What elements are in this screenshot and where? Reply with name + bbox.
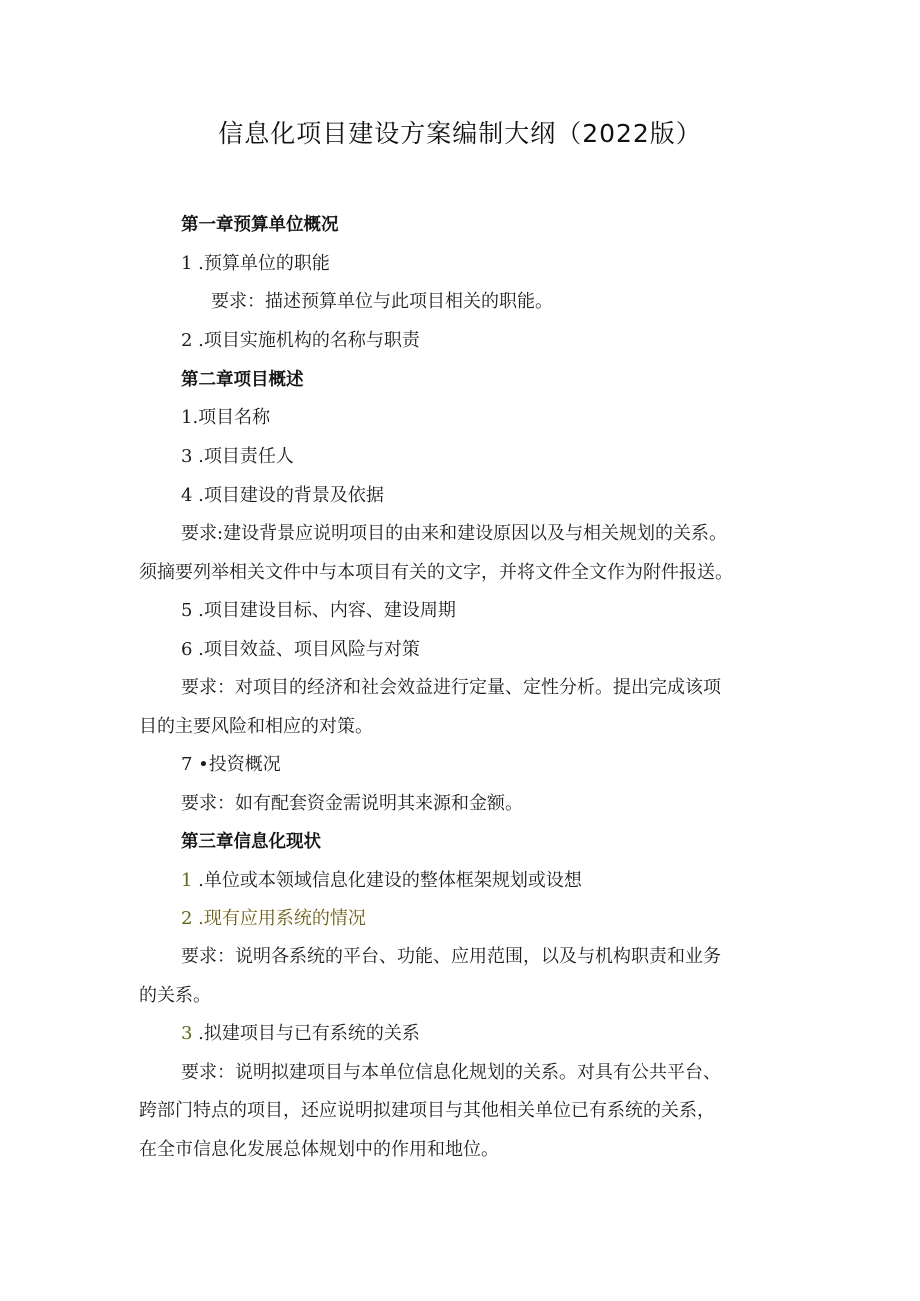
item-2-6: 6 .项目效益、项目风险与对策	[181, 639, 420, 660]
item-3-1	[181, 869, 582, 893]
requirement-1-1: 要求：描述预算单位与此项目相关的职能。	[211, 291, 553, 312]
item-3-2-text: .现有应用系统的情况	[192, 908, 366, 929]
item-3-3	[181, 1022, 420, 1046]
chapter-3-heading: 第三章信息化现状	[181, 832, 321, 852]
item-2-1: 1.项目名称	[181, 407, 271, 428]
requirement-3-3-line-3: 在全市信息化发展总体规划中的作用和地位。	[139, 1139, 499, 1160]
item-1-1: 1 .预算单位的职能	[181, 253, 330, 274]
requirement-2-4-line-2: 须摘要列举相关文件中与本项目有关的文字，并将文件全文作为附件报送。	[139, 562, 733, 583]
item-3-1-number: 1	[181, 870, 193, 891]
item-3-1-text: .单位或本领域信息化建设的整体框架规划或设想	[192, 870, 582, 891]
item-2-5: 5 .项目建设目标、内容、建设周期	[181, 600, 456, 621]
requirement-2-4-line-1: 要求:建设背景应说明项目的由来和建设原因以及与相关规划的关系。	[181, 523, 728, 544]
requirement-3-2-line-2: 的关系。	[139, 985, 211, 1006]
item-3-2	[181, 907, 366, 931]
item-3-2-number: 2	[181, 908, 193, 929]
requirement-3-2-line-1: 要求：说明各系统的平台、功能、应用范围，以及与机构职责和业务	[181, 946, 721, 967]
requirement-2-6-line-2: 目的主要风险和相应的对策。	[139, 716, 373, 737]
item-2-4: 4 .项目建设的背景及依据	[181, 485, 384, 506]
item-1-2: 2 .项目实施机构的名称与职责	[181, 330, 420, 351]
requirement-3-3-line-1: 要求：说明拟建项目与本单位信息化规划的关系。对具有公共平台、	[181, 1062, 721, 1083]
requirement-2-6-line-1: 要求：对项目的经济和社会效益进行定量、定性分析。提出完成该项	[181, 677, 721, 698]
chapter-2-heading: 第二章项目概述	[181, 370, 304, 390]
requirement-3-3-line-2: 跨部门特点的项目，还应说明拟建项目与其他相关单位已有系统的关系，	[139, 1100, 715, 1121]
item-3-3-text: .拟建项目与已有系统的关系	[192, 1023, 420, 1044]
document-title: 信息化项目建设方案编制大纲（2022版）	[218, 119, 702, 148]
chapter-1-heading: 第一章预算单位概况	[181, 215, 339, 235]
item-2-7: 7 •投资概况	[181, 754, 281, 775]
item-3-3-number: 3	[181, 1023, 193, 1044]
requirement-2-7: 要求：如有配套资金需说明其来源和金额。	[181, 793, 523, 814]
item-2-3: 3 .项目责任人	[181, 446, 294, 467]
